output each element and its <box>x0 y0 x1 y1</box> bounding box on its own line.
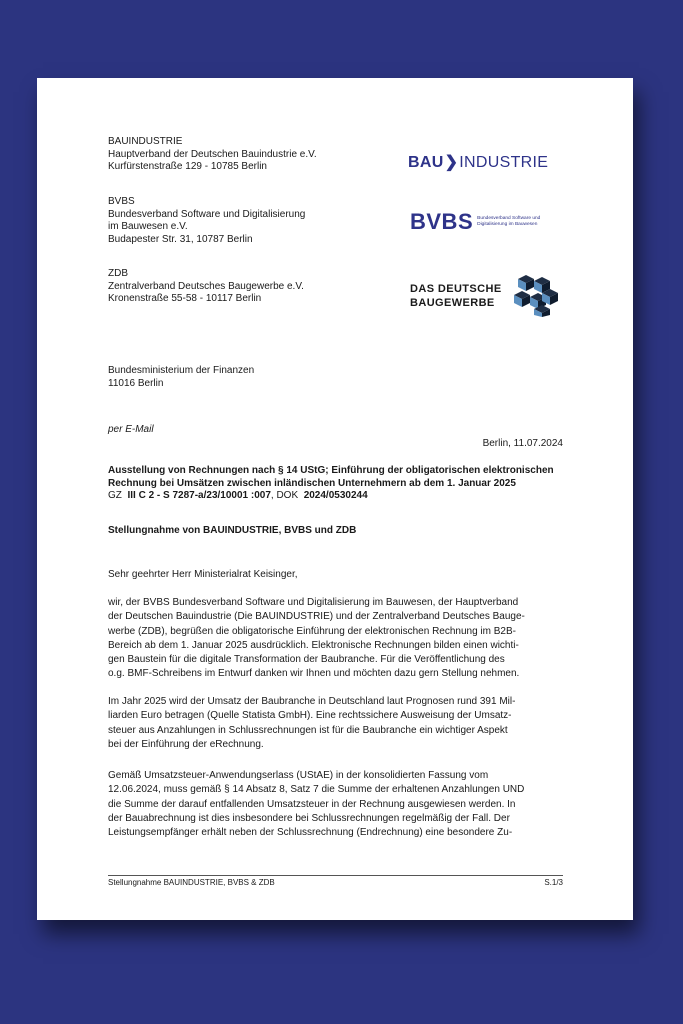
page-number: S.1/3 <box>544 878 563 887</box>
body-line: wir, der BVBS Bundesverband Software und Digitalisierung im Bauwesen, der Hauptverband <box>108 597 519 608</box>
cubes-icon <box>512 275 558 317</box>
gz-label: GZ <box>108 490 122 501</box>
dok-value: 2024/0530244 <box>303 490 368 501</box>
sender-line: Kronenstraße 55-58 - 10117 Berlin <box>108 293 262 304</box>
sender-line: BVBS <box>108 196 135 207</box>
sender-line: Zentralverband Deutsches Baugewerbe e.V. <box>108 280 304 292</box>
bvbs-logo-subtitle <box>477 216 540 228</box>
sender-bvbs <box>108 196 305 246</box>
sender-line: Kurfürstenstraße 129 - 10785 Berlin <box>108 161 267 172</box>
zdb-logo-line: DAS DEUTSCHE <box>410 283 502 295</box>
body-paragraph-1 <box>108 596 563 682</box>
sender-line: im Bauwesen e.V. <box>108 221 188 232</box>
chevron-icon: ❯ <box>444 154 459 171</box>
zdb-logo-text <box>410 282 502 310</box>
zdb-logo <box>410 275 558 317</box>
recipient-address <box>108 365 254 390</box>
place-date: Berlin, 11.07.2024 <box>482 438 563 449</box>
recipient-line: Bundesministerium der Finanzen <box>108 365 255 376</box>
industrie-logo-text: INDUSTRIE <box>459 154 549 171</box>
footer-left: Stellungnahme BAUINDUSTRIE, BVBS & ZDB <box>108 878 275 887</box>
body-line: liarden Euro betragen (Quelle Statista GmbH). Eine rechtssichere Ausweisung der Umsatz- <box>108 710 512 722</box>
sender-zdb <box>108 268 304 306</box>
reference-line <box>108 490 554 503</box>
body-line: Leistungsempfänger erhält neben der Schlussrechnung (Endrechnung) eine besondere Zu- <box>108 827 513 839</box>
footer-divider <box>108 875 563 876</box>
bvbs-subtitle-line: Bundesverband Software und <box>477 216 541 221</box>
body-line: Im Jahr 2025 wird der Umsatz der Baubranche in Deutschland laut Prognosen rund 391 Mil- <box>108 696 516 707</box>
body-line: der Deutschen Bauindustrie (Die BAUINDUSTRIE) und der Zentralverband Deutsches Bauge- <box>108 611 525 623</box>
sender-line: ZDB <box>108 268 128 279</box>
body-line: der Bauabrechnung ist dies insbesondere bei Schlussrechnungen regelmäßig der Fall. Der <box>108 812 510 824</box>
sender-bauindustrie <box>108 136 317 174</box>
body-line: Gemäß Umsatzsteuer-Anwendungserlass (UStAE) in der konsolidierten Fassung vom <box>108 770 489 781</box>
bauindustrie-logo <box>408 152 548 172</box>
sender-line: Hauptverband der Deutschen Bauindustrie e.V. <box>108 148 317 160</box>
bvbs-subtitle-line: Digitalisierung im Bauwesen <box>477 222 538 227</box>
body-line: o.g. BMF-Schreibens im Entwurf danken wir Ihnen und möchten dazu gern Stellung nehmen. <box>108 668 520 680</box>
subject-line: Ausstellung von Rechnungen nach § 14 UStG; Einführung der obligatorischen elektronischen <box>108 465 554 476</box>
body-line: die Summe der darauf entfallenden Umsatzsteuer in der Rechnung ausgewiesen werden. In <box>108 798 516 810</box>
body-line: werbe (ZDB), begrüßen die obligatorische Einführung der elektronischen Rechnung im B2B- <box>108 625 516 637</box>
sender-line: Bundesverband Software und Digitalisierung <box>108 208 306 220</box>
body-line: 12.06.2024, muss gemäß § 14 Absatz 8, Satz 7 die Summe der erhaltenen Anzahlungen UND <box>108 784 525 796</box>
body-line: bei der Einführung der eRechnung. <box>108 738 264 750</box>
dok-label: , DOK <box>270 490 299 501</box>
statement-title: Stellungnahme von BAUINDUSTRIE, BVBS und ZDB <box>108 525 357 536</box>
bvbs-logo <box>410 211 540 233</box>
body-paragraph-2 <box>108 695 563 752</box>
gz-value: III C 2 - S 7287-a/23/10001 :007 <box>127 490 271 501</box>
delivery-method: per E-Mail <box>108 424 154 435</box>
subject-line: Rechnung bei Umsätzen zwischen inländischen Unternehmern ab dem 1. Januar 2025 <box>108 477 516 489</box>
body-line: Bereich ab dem 1. Januar 2025 ausdrücklich. Elektronische Rechnungen bilden einen wichti- <box>108 639 519 651</box>
subject <box>108 465 554 503</box>
body-line: steuer aus Anzahlungen in Schlussrechnungen ist für die Baubranche ein wichtiger Aspekt <box>108 724 508 736</box>
letter-page <box>37 78 633 920</box>
recipient-line: 11016 Berlin <box>108 377 164 389</box>
body-paragraph-3 <box>108 769 563 840</box>
bau-logo-text: BAU <box>408 154 444 171</box>
sender-line: Budapester Str. 31, 10787 Berlin <box>108 233 253 245</box>
sender-line: BAUINDUSTRIE <box>108 136 183 147</box>
salutation: Sehr geehrter Herr Ministerialrat Keisinger, <box>108 569 298 580</box>
body-line: gen Baustein für die digitale Transformation der Baubranche. Für die Veröffentlichung des <box>108 654 505 666</box>
zdb-logo-line: BAUGEWERBE <box>410 297 495 309</box>
bvbs-logo-text: BVBS <box>410 209 474 234</box>
